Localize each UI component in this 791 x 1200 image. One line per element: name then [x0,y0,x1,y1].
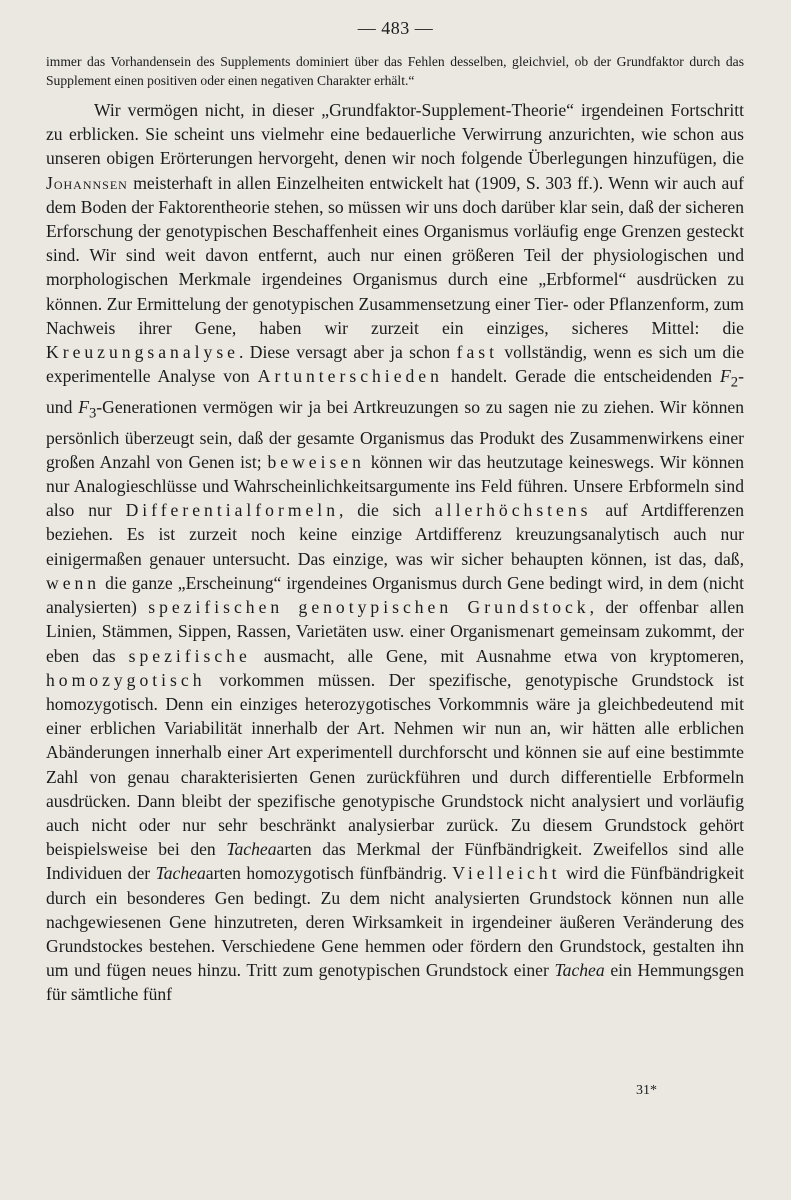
author-name: Johannsen [46,172,128,193]
spaced-emphasis: allerhöchstens [434,500,592,521]
text-run: arten homozygotisch fünfbändrig. [205,863,453,884]
text-run: auf Artdifferenzen beziehen. Es ist zurzeit noch keine einzige Artdifferenz kreuzungsanalytisch auch nur einigermaßen genauer untersucht. Das einzige, was wir sicher behaupten können, ist das, daß, [46,500,744,569]
text-run: - und [46,366,744,417]
text-run: -Generationen vermögen wir ja bei Artkreuzungen so zu sagen nie zu ziehen. Wir können persönlich überzeugt sein, daß der gesamte Organismus das Produkt des Zusammenwirkens einer großen Anzahl von Genen ist; [46,396,744,472]
text-run: , die sich [339,500,435,521]
text-run: , der offenbar allen Linien, Stämmen, Sippen, Rassen, Varietäten usw. einer Organismenart gemeinsam zukommt, der eben das [46,597,744,666]
generation-symbol: F [720,366,731,387]
page-number: — 483 — [357,18,434,38]
signature-mark: 31* [636,1083,657,1098]
spaced-emphasis: homozygotisch [46,669,206,690]
spaced-emphasis: Vielleicht [452,863,561,884]
spaced-emphasis: fast [456,342,498,363]
text-run: arten das Merkmal der Fünfbändrigkeit. Zweifellos sind alle Individuen der [46,839,744,884]
generation-symbol: F [78,396,89,417]
spaced-emphasis: beweisen [267,451,365,472]
genus-name: Tachea [226,839,277,860]
footnote-continuation: immer das Vorhandensein des Supplements dominiert über das Fehlen desselben, gleichviel, ob der Grundfaktor durch das Supplement einen positiven oder einen negativen Charakter erhält.“ [46,54,744,88]
text-run: vollständig, wenn es sich um die experimentelle Analyse von [46,342,744,387]
spaced-emphasis: spezifischen genotypischen Grundstock [148,597,590,618]
text-run: meisterhaft in allen Einzelheiten entwickelt hat (1909, S. 303 ff.). Wenn wir auch auf dem Boden der Faktorentheorie stehen, so müssen wir uns doch darüber klar sein, daß der sicheren Erforschung der genotypischen Beschaffenheit eines Organismus vorläufig enge Grenzen gesteckt sind. Wir sind weit davon entfernt, auch nur einen größeren Teil der physiologischen und morphologischen Merkmale irgendeines Organismus durch eine „Erbformel“ ausdrücken zu können. Zur Ermittelung der genotypischen Zusammensetzung einer Tier- oder Pflanzenform, zum Nachweis ihrer Gene, haben wir zurzeit ein einziges, sicheres Mittel: die [46,172,744,338]
spaced-emphasis: Differentialformeln [125,500,339,521]
genus-name: Tachea [554,960,605,981]
generation-index: 2 [730,374,739,391]
spaced-emphasis: Artunterschieden [257,366,443,387]
genus-name: Tachea [155,863,206,884]
spaced-emphasis: spezifische [128,645,251,666]
text-run: die ganze „Erscheinung“ irgendeines Organismus durch Gene bedingt wird, in dem (nicht analysierten) [46,572,744,618]
text-run: können wir das heutzutage keineswegs. Wir können nur Analogieschlüsse und Wahrscheinlichkeitsargumente ins Feld führen. Unsere Erbformeln sind also nur [46,451,744,521]
generation-index: 3 [88,405,97,422]
text-run: ein Hemmungsgen für sämtliche fünf [46,960,744,1005]
text-run: vorkommen müssen. Der spezifische, genotypische Grundstock ist homozygotisch. Denn ein einziges heterozygotisches Vorkommnis wäre ja gleichbedeutend mit einer erblichen Variabilität innerhalb der Art. Nehmen wir nun an, wir hätten alle erblichen Abänderungen innerhalb einer Art experimentell durchforscht und können sie auf eine bestimmte Zahl von genau charakterisierten Genen zurückführen und durch differentielle Erbformeln ausdrücken. Dann bleibt der spezifische genotypische Grundstock nicht analysiert und vorläufig auch nicht oder nur sehr beschränkt analysierbar zurück. Zu diesem Grundstock gehört beispielsweise bei den [46,669,744,860]
main-paragraph [46,98,744,1007]
text-run: wird die Fünfbändrigkeit durch ein besonderes Gen bedingt. Zu dem nicht analysierten Grundstock können nun alle nachgewiesenen Gene hinzutreten, deren Wirksamkeit in irgendeiner äußeren Veränderung des Grundstockes bestehen. Verschiedene Gene hemmen oder fördern den Grundstock, gestalten ihn um und fügen neues hinzu. Tritt zum genotypischen Grundstock einer [46,863,744,981]
text-run: handelt. Gerade die entscheidenden [442,366,721,387]
text-run: Wir vermögen nicht, in dieser „Grundfaktor-Supplement-Theorie“ irgendeinen Fortschritt zu erblicken. Sie scheint uns vielmehr eine bedauerliche Verwirrung anzurichten, wie schon aus unseren obigen Erörterungen hervorgeht, denen wir noch folgende Überlegungen hinzufügen, die [46,100,744,169]
text-run: ausmacht, alle Gene, mit Ausnahme etwa von kryptomeren, [250,645,744,666]
spaced-emphasis: wenn [46,572,101,593]
body-text [46,52,744,1007]
spaced-emphasis: Kreuzungsanalyse [46,342,239,363]
text-run: . Diese versagt aber ja schon [238,342,457,363]
